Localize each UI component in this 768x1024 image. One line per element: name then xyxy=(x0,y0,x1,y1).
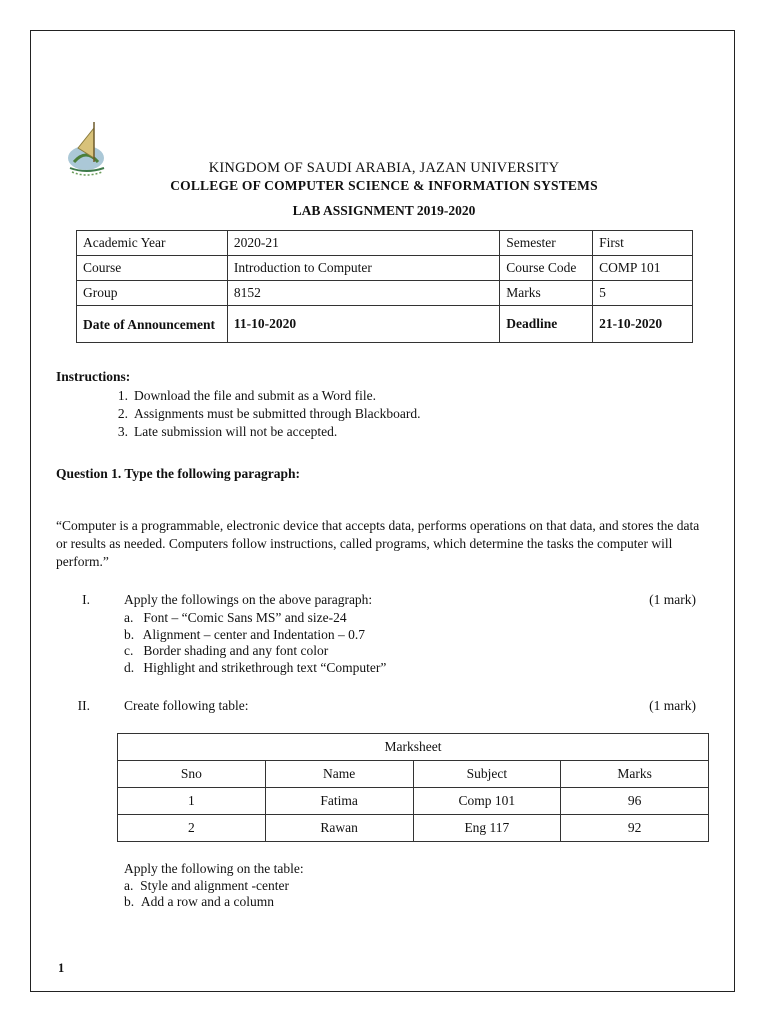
header-kingdom: KINGDOM OF SAUDI ARABIA, JAZAN UNIVERSITY xyxy=(208,160,560,176)
list-letter: c. xyxy=(124,643,134,658)
list-item xyxy=(124,627,386,644)
info-value: 11-10-2020 xyxy=(227,306,499,343)
column-header: Sno xyxy=(118,761,266,788)
instructions-title: Instructions: xyxy=(56,369,131,384)
table-cell: 96 xyxy=(561,788,709,815)
column-header: Marks xyxy=(561,761,709,788)
info-value: 5 xyxy=(593,281,693,306)
list-item xyxy=(124,660,386,677)
table-row xyxy=(118,815,709,842)
list-item xyxy=(124,878,304,895)
list-letter: d. xyxy=(124,659,135,675)
task-mark: (1 mark) xyxy=(649,698,696,713)
info-value: Introduction to Computer xyxy=(227,256,499,281)
task-numeral: I. xyxy=(82,592,90,607)
list-text: Highlight and strikethrough text “Computer” xyxy=(143,659,387,675)
info-label: Date of Announcement xyxy=(77,306,228,343)
table-row xyxy=(118,761,709,788)
table-cell: Rawan xyxy=(265,815,413,842)
header-college: COLLEGE OF COMPUTER SCIENCE & INFORMATION SYSTEMS xyxy=(170,178,598,193)
list-item xyxy=(110,405,420,423)
info-table xyxy=(76,230,693,343)
instructions-list xyxy=(110,387,420,441)
list-item xyxy=(110,387,420,405)
list-text: Add a row and a column xyxy=(140,894,274,909)
list-text: Alignment – center and Indentation – 0.7 xyxy=(142,626,365,642)
info-label: Academic Year xyxy=(77,231,228,256)
table-cell: Comp 101 xyxy=(413,788,561,815)
info-value: 21-10-2020 xyxy=(593,306,693,343)
list-text: Late submission will not be accepted. xyxy=(134,424,338,439)
marksheet-title: Marksheet xyxy=(118,734,709,761)
table-cell: 1 xyxy=(118,788,266,815)
info-value: 8152 xyxy=(227,281,499,306)
list-text: Assignments must be submitted through Blackboard. xyxy=(134,406,421,421)
apply-title: Apply the following on the table: xyxy=(124,861,304,876)
page-number: 1 xyxy=(58,961,65,975)
info-label: Marks xyxy=(500,281,593,306)
marksheet-table xyxy=(117,733,709,842)
list-letter: a. xyxy=(124,610,134,625)
header-assignment: LAB ASSIGNMENT 2019-2020 xyxy=(292,203,476,218)
info-value: 2020-21 xyxy=(227,231,499,256)
info-label: Course xyxy=(77,256,228,281)
list-letter: b. xyxy=(124,894,135,909)
info-row xyxy=(77,281,693,306)
info-value: COMP 101 xyxy=(593,256,693,281)
list-number: 3. xyxy=(117,424,128,439)
column-header: Subject xyxy=(413,761,561,788)
task-numeral: II. xyxy=(77,698,90,713)
table-row xyxy=(118,788,709,815)
info-label: Group xyxy=(77,281,228,306)
list-item xyxy=(124,643,386,660)
list-item xyxy=(124,894,304,911)
info-row xyxy=(77,256,693,281)
list-letter: b. xyxy=(124,626,135,642)
question-title: Question 1. Type the following paragraph: xyxy=(56,466,301,481)
list-letter: a. xyxy=(124,877,134,893)
task-mark: (1 mark) xyxy=(649,592,696,607)
table-row xyxy=(118,734,709,761)
info-label: Deadline xyxy=(500,306,593,343)
task-list xyxy=(124,610,386,676)
info-label: Course Code xyxy=(500,256,593,281)
table-cell: 92 xyxy=(561,815,709,842)
info-value: First xyxy=(593,231,693,256)
table-cell: Eng 117 xyxy=(413,815,561,842)
table-cell: 2 xyxy=(118,815,266,842)
list-text: Border shading and any font color xyxy=(143,643,329,658)
list-text: Font – “Comic Sans MS” and size-24 xyxy=(143,610,347,625)
table-cell: Fatima xyxy=(265,788,413,815)
list-text: Style and alignment -center xyxy=(140,877,289,893)
task-title: Create following table: xyxy=(124,698,249,713)
apply-section xyxy=(124,861,304,911)
task-title: Apply the followings on the above paragraph: xyxy=(124,592,373,607)
info-label: Semester xyxy=(500,231,593,256)
info-row xyxy=(77,231,693,256)
list-item xyxy=(110,423,420,441)
list-text: Download the file and submit as a Word file. xyxy=(134,388,376,403)
info-row xyxy=(77,306,693,343)
list-number: 1. xyxy=(117,388,128,403)
list-number: 2. xyxy=(117,406,128,421)
column-header: Name xyxy=(265,761,413,788)
list-item xyxy=(124,610,386,627)
question-paragraph: “Computer is a programmable, electronic device that accepts data, performs operations on that data, and stores the data or results as needed. Computers follow instructions, called programs, which determine the tasks the computer will perform.” xyxy=(56,518,700,569)
